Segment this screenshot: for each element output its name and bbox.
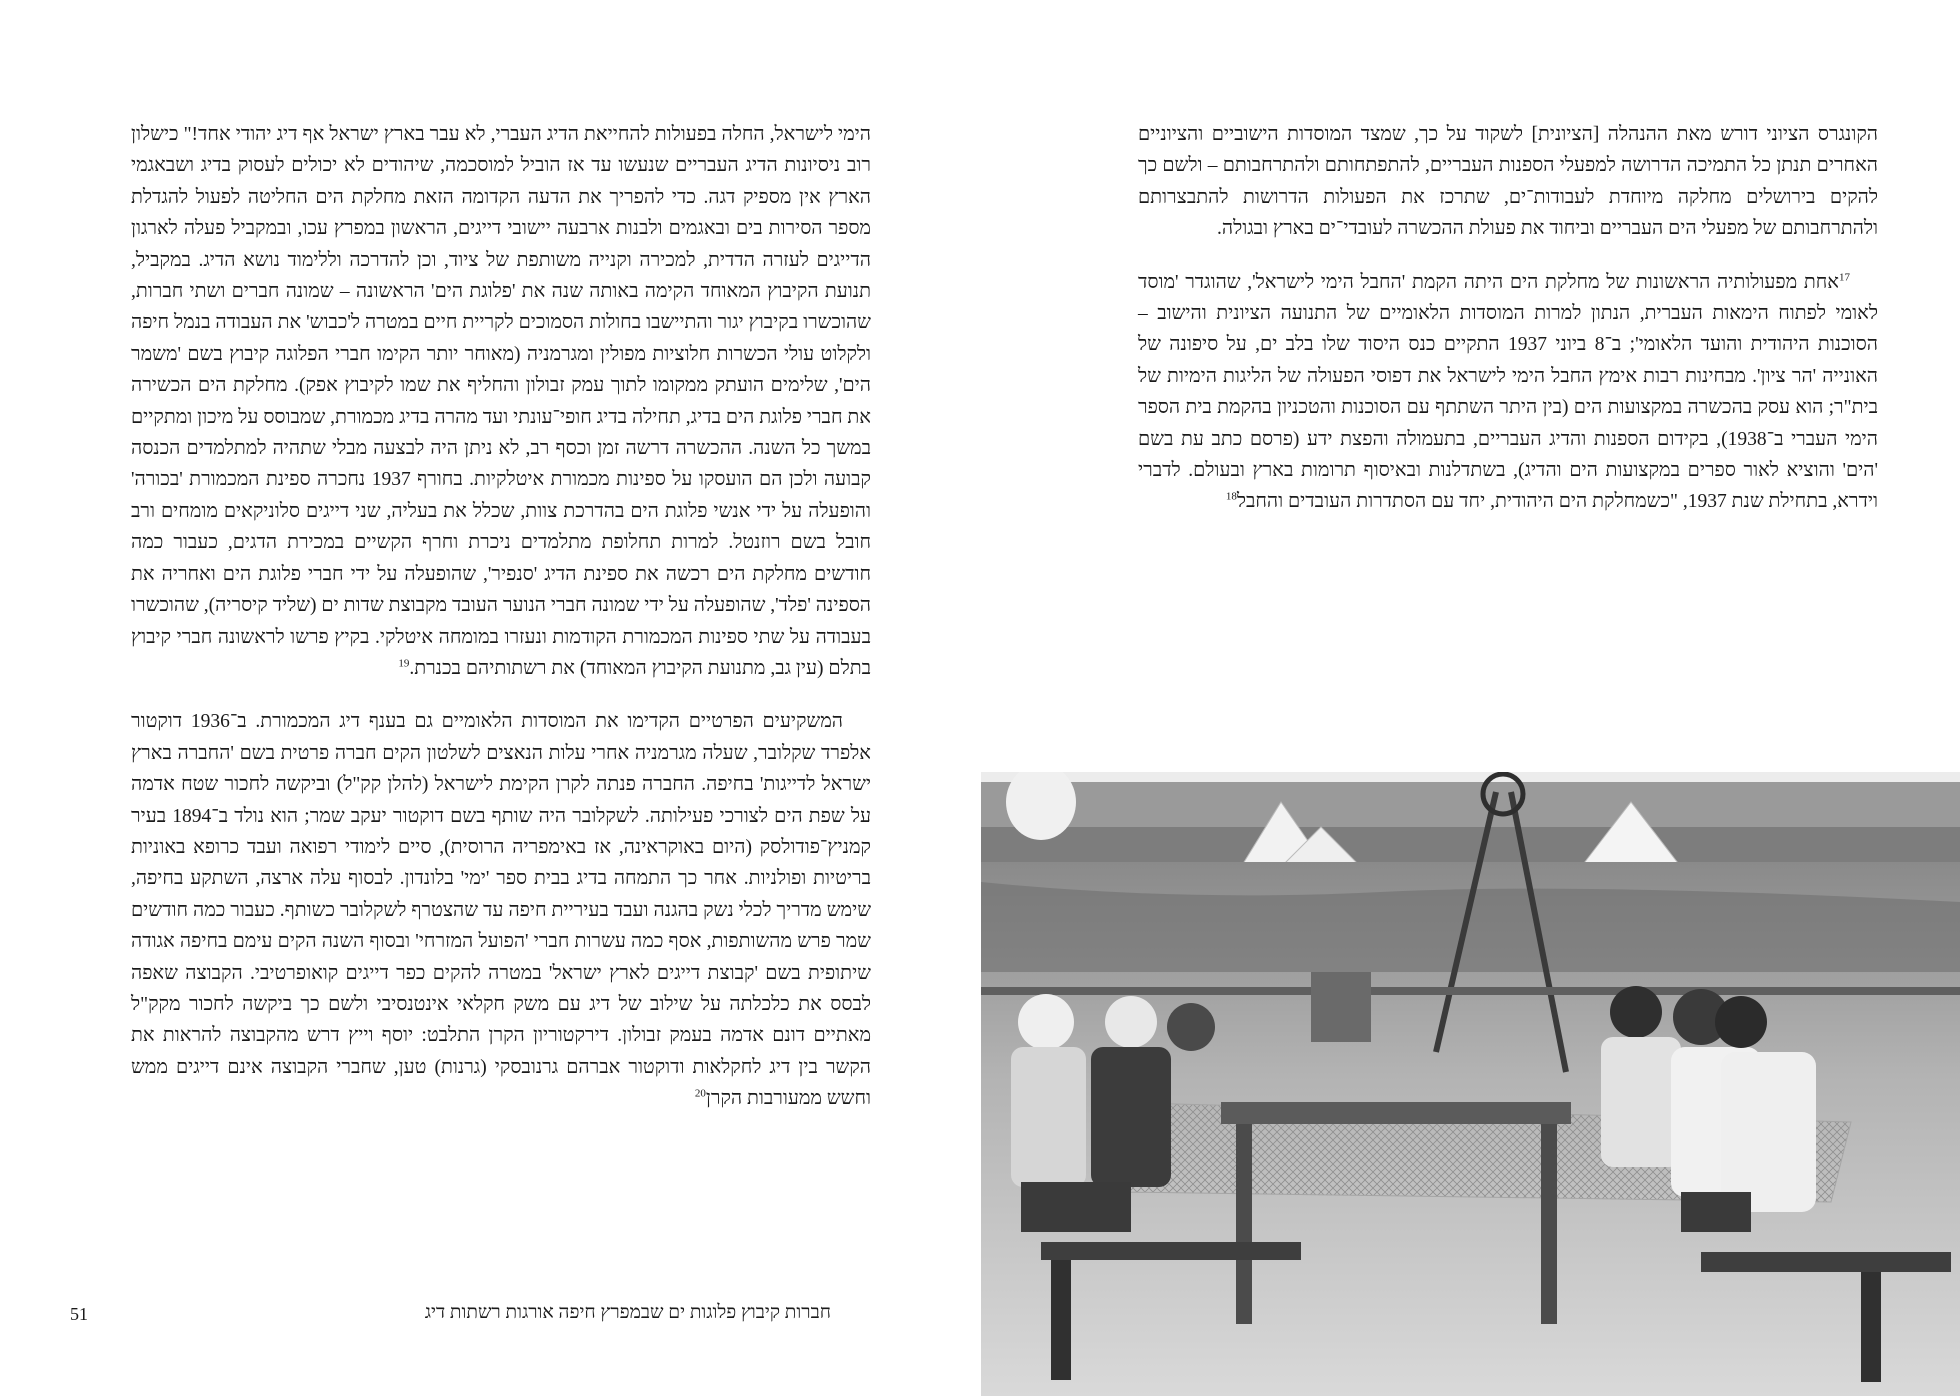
left-page-text	[131, 119, 871, 1115]
footnote-marker: 17	[1839, 271, 1850, 284]
paragraph-text: המשקיעים הפרטיים הקדימו את המוסדות הלאומיים גם בענף דיג המכמורת. ב־1936 דוקטור אלפרד שקלובר, שעלה מגרמניה אחרי עלות הנאצים לשלטון הקים חברה פרטית בשם 'החברה בארץ ישראל לדייגות' בחיפה. החברה פנתה לקרן הקימת לישראל (להלן קק"ל) וביקשה לחכור שטח אדמה על שפת הים לצורכי פעילותה. לשקלובר היה שותף בשם דוקטור יעקב שמר; הוא נולד ב־1894 בעיר קמניץ־פודולסק (היום באוקראינה, אז באימפריה הרוסית), סיים לימודי רפואה ועבד כרופא באוניות בריטיות ופולניות. אחר כך התמחה בדיג בבית ספר 'ימי' בלונדון. לבסוף עלה ארצה, השתקע בחיפה, שימש מדריך לכלי נשק בהגנה ועבד בעיריית חיפה עד שהצטרף לשקלובר כשותף. כעבור כמה חודשים שמר פרש מהשותפות, אסף כמה עשרות חברי 'הפועל המזרחי' ובסוף השנה הקים עימם בחיפה אגודה שיתופית בשם 'קבוצת דייגים לארץ ישראל' במטרה להקים כפר דייגים קואופרטיבי. הקבוצה שאפה לבסס את כלכלתה על שילוב של דיג עם משק חקלאי אינטנסיבי ולשם כך ביקשה לחכור מקק"ל מאתיים דונם אדמה בעמק זבולון. דירקטוריון הקרן התלבט: יוסף וייץ דרש מהקבוצה להראות את הקשר בין דיג לחקלאות ודוקטור אברהם גרנובסקי (גרנות) טען, שחברי הקבוצה אינם דייגים ממש וחשש ממעורבות הקרן	[131, 711, 871, 1110]
paragraph	[1138, 267, 1878, 518]
paragraph-text: הימי לישראל, החלה בפעולות להחייאת הדיג העברי, לא עבר בארץ ישראל אף דיג יהודי אחד!" כישלון רוב ניסיונות הדיג העבריים שנעשו עד אז הוביל למוסכמה, שיהודים לא יכולים לעסוק בדיג ושבאגמי הארץ אין מספיק דגה. כדי להפריך את הדעה הקדומה הזאת מחלקת הים החליטה לפעול להגדלת מספר הסירות בים ובאגמים ולבנות ארבעה יישובי דייגים, הראשון במפרץ עכו, ובמקביל פעלה לארגון הדייגים לעזרה הדדית, למכירה וקנייה משותפת של ציוד, וכן להדרכה וללימוד נושא הדיג. במקביל, תנועת הקיבוץ המאוחד הקימה באותה שנה את 'פלוגת הים' הראשונה – שמונה חברים ושתי חברות, שהוכשרו בקיבוץ יגור והתיישבו בחולות הסמוכים לקריית חיים במטרה ל'כבוש' את העבודה בנמל חיפה ולקלוט עולי הכשרות חלוציות מפולין ומגרמניה (מאוחר יותר הקימו חברי הפלוגה קיבוץ בשם 'משמר הים', שלימים הועתק ממקומו לתוך עמק זבולון והחליף את שמו לקיבוץ אפק). מחלקת הים הכשירה את חברי פלוגת הים בדיג, תחילה בדיג חופי־עונתי ועד מהרה בדיג מכמורת, שמבוסס על מיכון ומתקיים במשך כל השנה. ההכשרה דרשה זמן וכסף רב, לא ניתן היה לבצעה מבלי שתהיה למתלמדים הכנסה קבועה ולכן הם הועסקו על ספינות מכמורת איטלקיות. בחורף 1937 נחכרה ספינת המכמורת 'בכורה' והופעלה על ידי אנשי פלוגת הים בהדרכת צוות, שכלל את בעליה, שני דייגים סלוניקאים מומחים ורב חובל בשם רוזנטל. למרות תחלופת מתלמדים ניכרת וחרף הקשיים במכירת הדגים, כעבור כמה חודשים מחלקת הים רכשה את ספינת הדיג 'סנפיר', שהופעלה על ידי חברי פלוגת הים ואחריה את הספינה 'פלד', שהופעלה על ידי שמונה חברי הנוער העובד מקבוצת שדות ים (שליד קיסריה), שהוכשרו בעבודה על שתי ספינות המכמורת הקודמות ונעזרו במומחה איטלקי. בקיץ פרשו לראשונה חברי קיבוץ בתלם (עין גב, מתנועת הקיבוץ המאוחד) את רשתותיהם בכנרת.	[131, 124, 871, 679]
right-page-text	[1138, 119, 1878, 518]
photo-illustration	[981, 772, 1960, 1396]
running-title: חברות קיבוץ פלוגות ים שבמפרץ חיפה אורגות רשתות דיג	[424, 1302, 831, 1323]
photograph	[981, 772, 1960, 1396]
paragraph	[131, 119, 871, 684]
footnote-marker: 19	[398, 657, 410, 670]
quoted-block: הקונגרס הציוני דורש מאת ההנהלה [הציונית] לשקוד על כך, שמצד המוסדות הישוביים והציוניים האחרים תנתן כל התמיכה הדרושה למפעלי הספנות העבריים, להתפתחותם ולהתרחבותם – ולשם כך להקים בירושלים מחלקה מיוחדת לעבודות־ים, שתרכז את הפעולות הדרושות להתבצרותם ולהתרחבותם של מפעלי הים העבריים וביחוד את פעולת ההכשרה לעובדי־ים בארץ ובגולה.	[1138, 124, 1878, 240]
page-number: 51	[70, 1304, 88, 1324]
footnote-marker: 18	[1225, 490, 1237, 503]
footnote-marker: 20	[694, 1087, 706, 1100]
paragraph	[131, 706, 871, 1114]
paragraph-text: אחת מפעולותיה הראשונות של מחלקת הים היתה הקמת 'החבל הימי לישראל', שהוגדר 'מוסד לאומי לפתוח הימאות העברית, הנתון למרות המוסדות הלאומיים של התנועה הציונית והישוב – הסוכנות היהודית והועד הלאומי'; ב־8 ביוני 1937 התקיים כנס היסוד שלו בלב ים, על סיפונה של האונייה 'הר ציון'. מבחינות רבות אימץ החבל הימי לישראל את דפוסי הפעולה של הליגות הימיות של בית"ר; הוא עסק בהכשרה במקצועות הים (בין היתר השתתף עם הסוכנות והטכניון בהקמת בית הספר הימי העברי ב־1938), בקידום הספנות והדיג העבריים, בתעמולה והפצת ידע (פרסם כתב עת בשם 'הים' והוציא לאור ספרים במקצועות הים והדיג), בשתדלנות ובאיסוף תרומות בארץ ובעולם. לדברי וידרא, בתחילת שנת 1937, "כשמחלקת הים היהודית, יחד עם הסתדרות העובדים והחבל	[1138, 271, 1879, 513]
